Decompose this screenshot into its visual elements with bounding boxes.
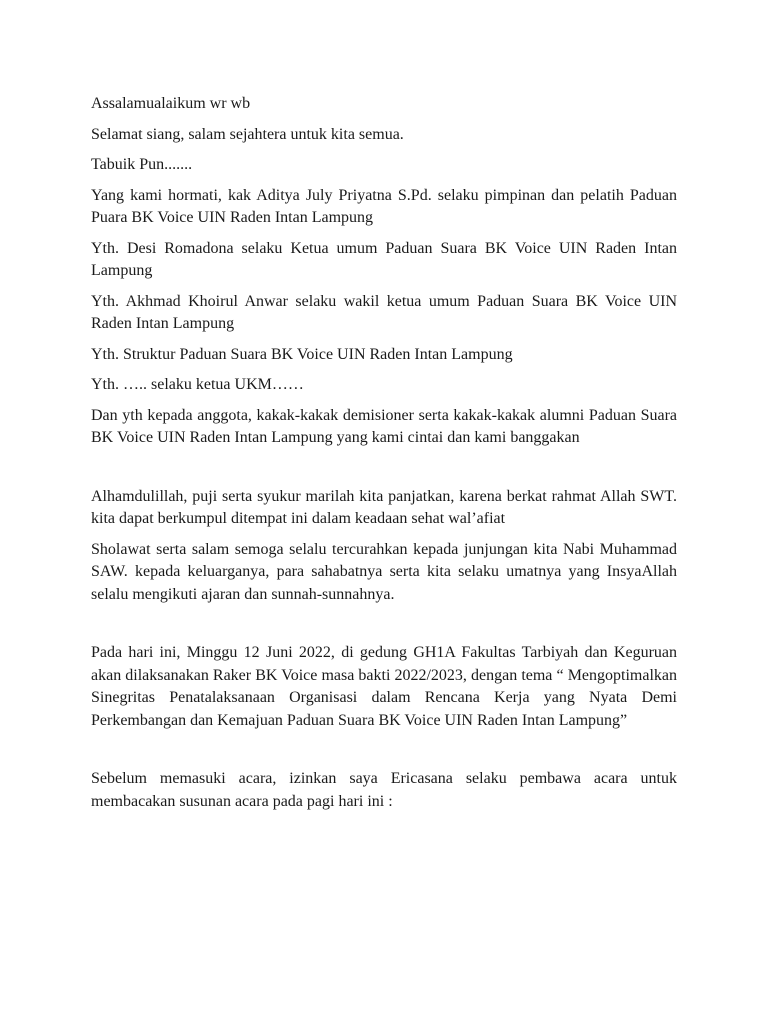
paragraph-alhamdulillah: Alhamdulillah, puji serta syukur marilah kita panjatkan, karena berkat rahmat Allah SWT. kita dapat berkumpul ditempat ini dalam keadaan sehat wal’afiat bbox=[91, 487, 677, 527]
salutation-struktur: Yth. Struktur Paduan Suara BK Voice UIN Raden Intan Lampung bbox=[91, 345, 513, 363]
document-page bbox=[91, 93, 677, 813]
greeting-salam: Assalamualaikum wr wb bbox=[91, 95, 251, 112]
paragraph-closing-intro: Sebelum memasuki acara, izinkan saya Ericasana selaku pembawa acara untuk membacakan susunan acara pada pagi hari ini : bbox=[91, 770, 677, 810]
salutation-ketua-ukm: Yth. ….. selaku ketua UKM…… bbox=[91, 376, 304, 393]
paragraph-event-info: Pada hari ini, Minggu 12 Juni 2022, di gedung GH1A Fakultas Tarbiyah dan Keguruan akan dilaksanakan Raker BK Voice masa bakti 2022/2023, dengan tema “ Mengoptimalkan Sinegritas Penatalaksanaan Organisasi dalam Rencana Kerja yang Nyata Demi Perkembangan dan Kemajuan Paduan Suara BK Voice UIN Raden Intan Lampung” bbox=[91, 644, 677, 729]
salutation-pimpinan: Yang kami hormati, kak Aditya July Priyatna S.Pd. selaku pimpinan dan pelatih Paduan Puara BK Voice UIN Raden Intan Lampung bbox=[91, 186, 677, 226]
greeting-selamat-siang: Selamat siang, salam sejahtera untuk kita semua. bbox=[91, 125, 404, 143]
salutation-anggota-alumni: Dan yth kepada anggota, kakak-kakak demisioner serta kakak-kakak alumni Paduan Suara BK Voice UIN Raden Intan Lampung yang kami cintai dan kami banggakan bbox=[91, 406, 677, 446]
paragraph-sholawat: Sholawat serta salam semoga selalu tercurahkan kepada junjungan kita Nabi Muhammad SAW. kepada keluarganya, para sahabatnya serta kita selaku umatnya yang InsyaAllah selalu mengikuti ajaran dan sunnah-sunnahnya. bbox=[91, 540, 677, 603]
salutation-wakil-ketua: Yth. Akhmad Khoirul Anwar selaku wakil ketua umum Paduan Suara BK Voice UIN Raden Intan Lampung bbox=[91, 292, 677, 332]
salutation-ketua-umum: Yth. Desi Romadona selaku Ketua umum Paduan Suara BK Voice UIN Raden Intan Lampung bbox=[91, 239, 677, 279]
greeting-tabuik-pun: Tabuik Pun....... bbox=[91, 156, 193, 173]
